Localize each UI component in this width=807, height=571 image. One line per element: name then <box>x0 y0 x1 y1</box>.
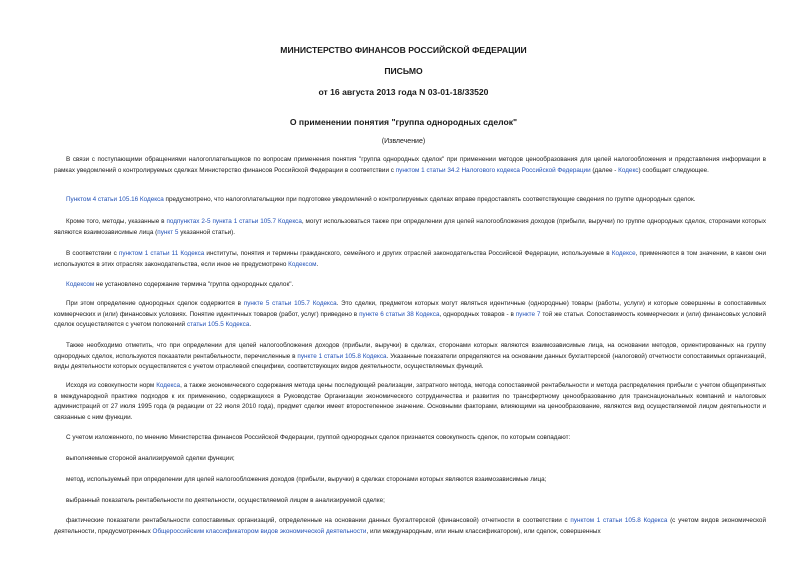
link-code[interactable]: Кодекс <box>618 166 639 174</box>
document-subject: О применении понятия "группа однородных сделок" <box>289 117 518 127</box>
link-article-38-clause-6[interactable]: пункте 6 статьи 38 Кодекса <box>359 310 440 318</box>
paragraph-10: выполняемые стороной анализируемой сделки функции; <box>66 455 235 462</box>
paragraph-5: Кодексом не установлено содержание термина "группа однородных сделок". <box>66 281 294 288</box>
ministry-heading: МИНИСТЕРСТВО ФИНАНСОВ РОССИЙСКОЙ ФЕДЕРАЦИИ <box>280 45 527 55</box>
link-okved-classifier[interactable]: Общероссийским классификатором видов экономической деятельности <box>152 527 367 535</box>
paragraph-1: В связи с поступающими обращениями налогоплательщиков по вопросам применения понятия "группа однородных сделок" при применении методов ценообразования для целей налогообложения и представления информации в рамках уведомлений о контролируемых сделках Министерство финансов Российской Федерации в соответствии с пунктом 1 статьи 34.2 Налогового кодекса Российской Федерации (далее - Кодекс) сообщает следующее. <box>54 156 766 174</box>
paragraph-9: С учетом изложенного, по мнению Министерства финансов Российской Федерации, группой однородных сделок признается совокупность сделок, по которым совпадают: <box>66 434 571 441</box>
paragraph-12: выбранный показатель рентабельности по деятельности, осуществляемой лицом в анализируемой сделке; <box>66 497 385 504</box>
link-code-2[interactable]: Кодексе <box>611 250 636 257</box>
link-code-3[interactable]: Кодексом <box>288 260 317 268</box>
paragraph-8: Исходя из совокупности норм Кодекса, а также экономического содержания метода цены последующей реализации, затратного метода, метода сопоставимой рентабельности и метода распределения прибыли с учетом общепринятых в международной практике подходов к их применению, содержащихся в Руководстве Организации экономического сотрудничества и развития по трансфертному ценообразованию для транснациональных компаний и налоговых администраций от 27 июля 1995 года (в редакции от 22 июля 2010 года), предмет сделки имеет второстепенное значение. Основными факторами, влияющими на ценообразование, являются вид осуществляемой лицом деятельности и связанные с ним функции. <box>54 382 766 422</box>
link-clause-7[interactable]: пункте 7 <box>515 310 541 318</box>
paragraph-13: фактические показатели рентабельности сопоставимых организаций, определенные на основании данных бухгалтерской (финансовой) отчетности в соответствии с пунктом 1 статьи 105.8 Кодекса (с учетом видов экономической деятельности, предусмотренных Общероссийским классификатором видов экономической деятельности, или международным, или иным классификатором), или сделок, совершенных <box>54 517 766 535</box>
link-article-105-8-2[interactable]: пунктом 1 статьи 105.8 Кодекса <box>570 517 668 524</box>
paragraph-4: В соответствии с пунктом 1 статьи 11 Кодекса институты, понятия и термины гражданского, семейного и других отраслей законодательства Российской Федерации, используемые в Кодексе, применяются в том значении, в каком они используются в этих отраслях законодательства, если иное не предусмотрено Кодексом. <box>54 250 767 268</box>
link-article-105-16[interactable]: Пунктом 4 статьи 105.16 Кодекса <box>66 196 164 203</box>
link-article-11[interactable]: пунктом 1 статьи 11 Кодекса <box>118 250 205 257</box>
paragraph-6: При этом определение однородных сделок содержится в пункте 5 статьи 105.7 Кодекса. Это сделки, предметом которых могут являться идентичные (однородные) товары (работы, услуги) и которые совершены в сопоставимых коммерческих и (или) финансовых условиях. Понятие идентичных товаров (работ, услуг) приведено в пункте 6 статьи 38 Кодекса, однородных товаров - в пункте 7 той же статьи. Сопоставимость коммерческих и (или) финансовых условий сделок осуществляется с учетом положений статьи 105.5 Кодекса. <box>54 300 767 329</box>
paragraph-11: метод, используемый при определении для целей налогообложения доходов (прибыли, выручки) в сделках сторонами которых являются взаимозависимые лица; <box>66 476 547 483</box>
link-article-105-7-subclauses[interactable]: подпунктах 2-5 пункта 1 статьи 105.7 Кодекса <box>166 218 302 225</box>
link-article-105-8[interactable]: пункте 1 статьи 105.8 Кодекса <box>297 352 387 360</box>
document-date-number: от 16 августа 2013 года N 03-01-18/33520 <box>318 87 489 97</box>
link-article-105-7-clause-5[interactable]: пункте 5 статьи 105.7 Кодекса <box>243 300 337 307</box>
document-type: ПИСЬМО <box>384 66 423 76</box>
link-code-4[interactable]: Кодексом <box>66 281 95 288</box>
link-code-5[interactable]: Кодекса <box>156 382 181 389</box>
paragraph-7: Также необходимо отметить, что при определении для целей налогообложения доходов (прибыли, выручки) в сделках, сторонами которых являются взаимозависимые лица, на основании методов, ориентированных на группу однородных сделок, используются показатели рентабельности, перечисленные в пункте 1 статьи 105.8 Кодекса. Указанные показатели определяются на основании данных бухгалтерской (налоговой) отчетности сопоставимых организаций, виды деятельности которых осуществляется с учетом отраслевой специфики, соответствующих видов деятельности, осуществляемых функций. <box>54 342 767 371</box>
link-article-105-5[interactable]: статьи 105.5 Кодекса <box>186 321 250 329</box>
extract-note: (Извлечение) <box>381 138 426 145</box>
link-article-34-2[interactable]: пунктом 1 статьи 34.2 Налогового кодекса Российской Федерации <box>395 166 591 174</box>
link-clause-5[interactable]: пункт 5 <box>157 228 179 236</box>
paragraph-3: Кроме того, методы, указанные в подпунктах 2-5 пункта 1 статьи 105.7 Кодекса, могут использоваться также при определении для целей налогообложения доходов (прибыли, выручки) по группе однородных сделок, сторонами которых являются взаимозависимые лица (пункт 5 указанной статьи). <box>54 218 767 236</box>
paragraph-2: Пунктом 4 статьи 105.16 Кодекса предусмотрено, что налогоплательщики при подготовке уведомлений о контролируемых сделках вправе предоставлять соответствующие сведения по группе однородных сделок. <box>66 196 696 203</box>
